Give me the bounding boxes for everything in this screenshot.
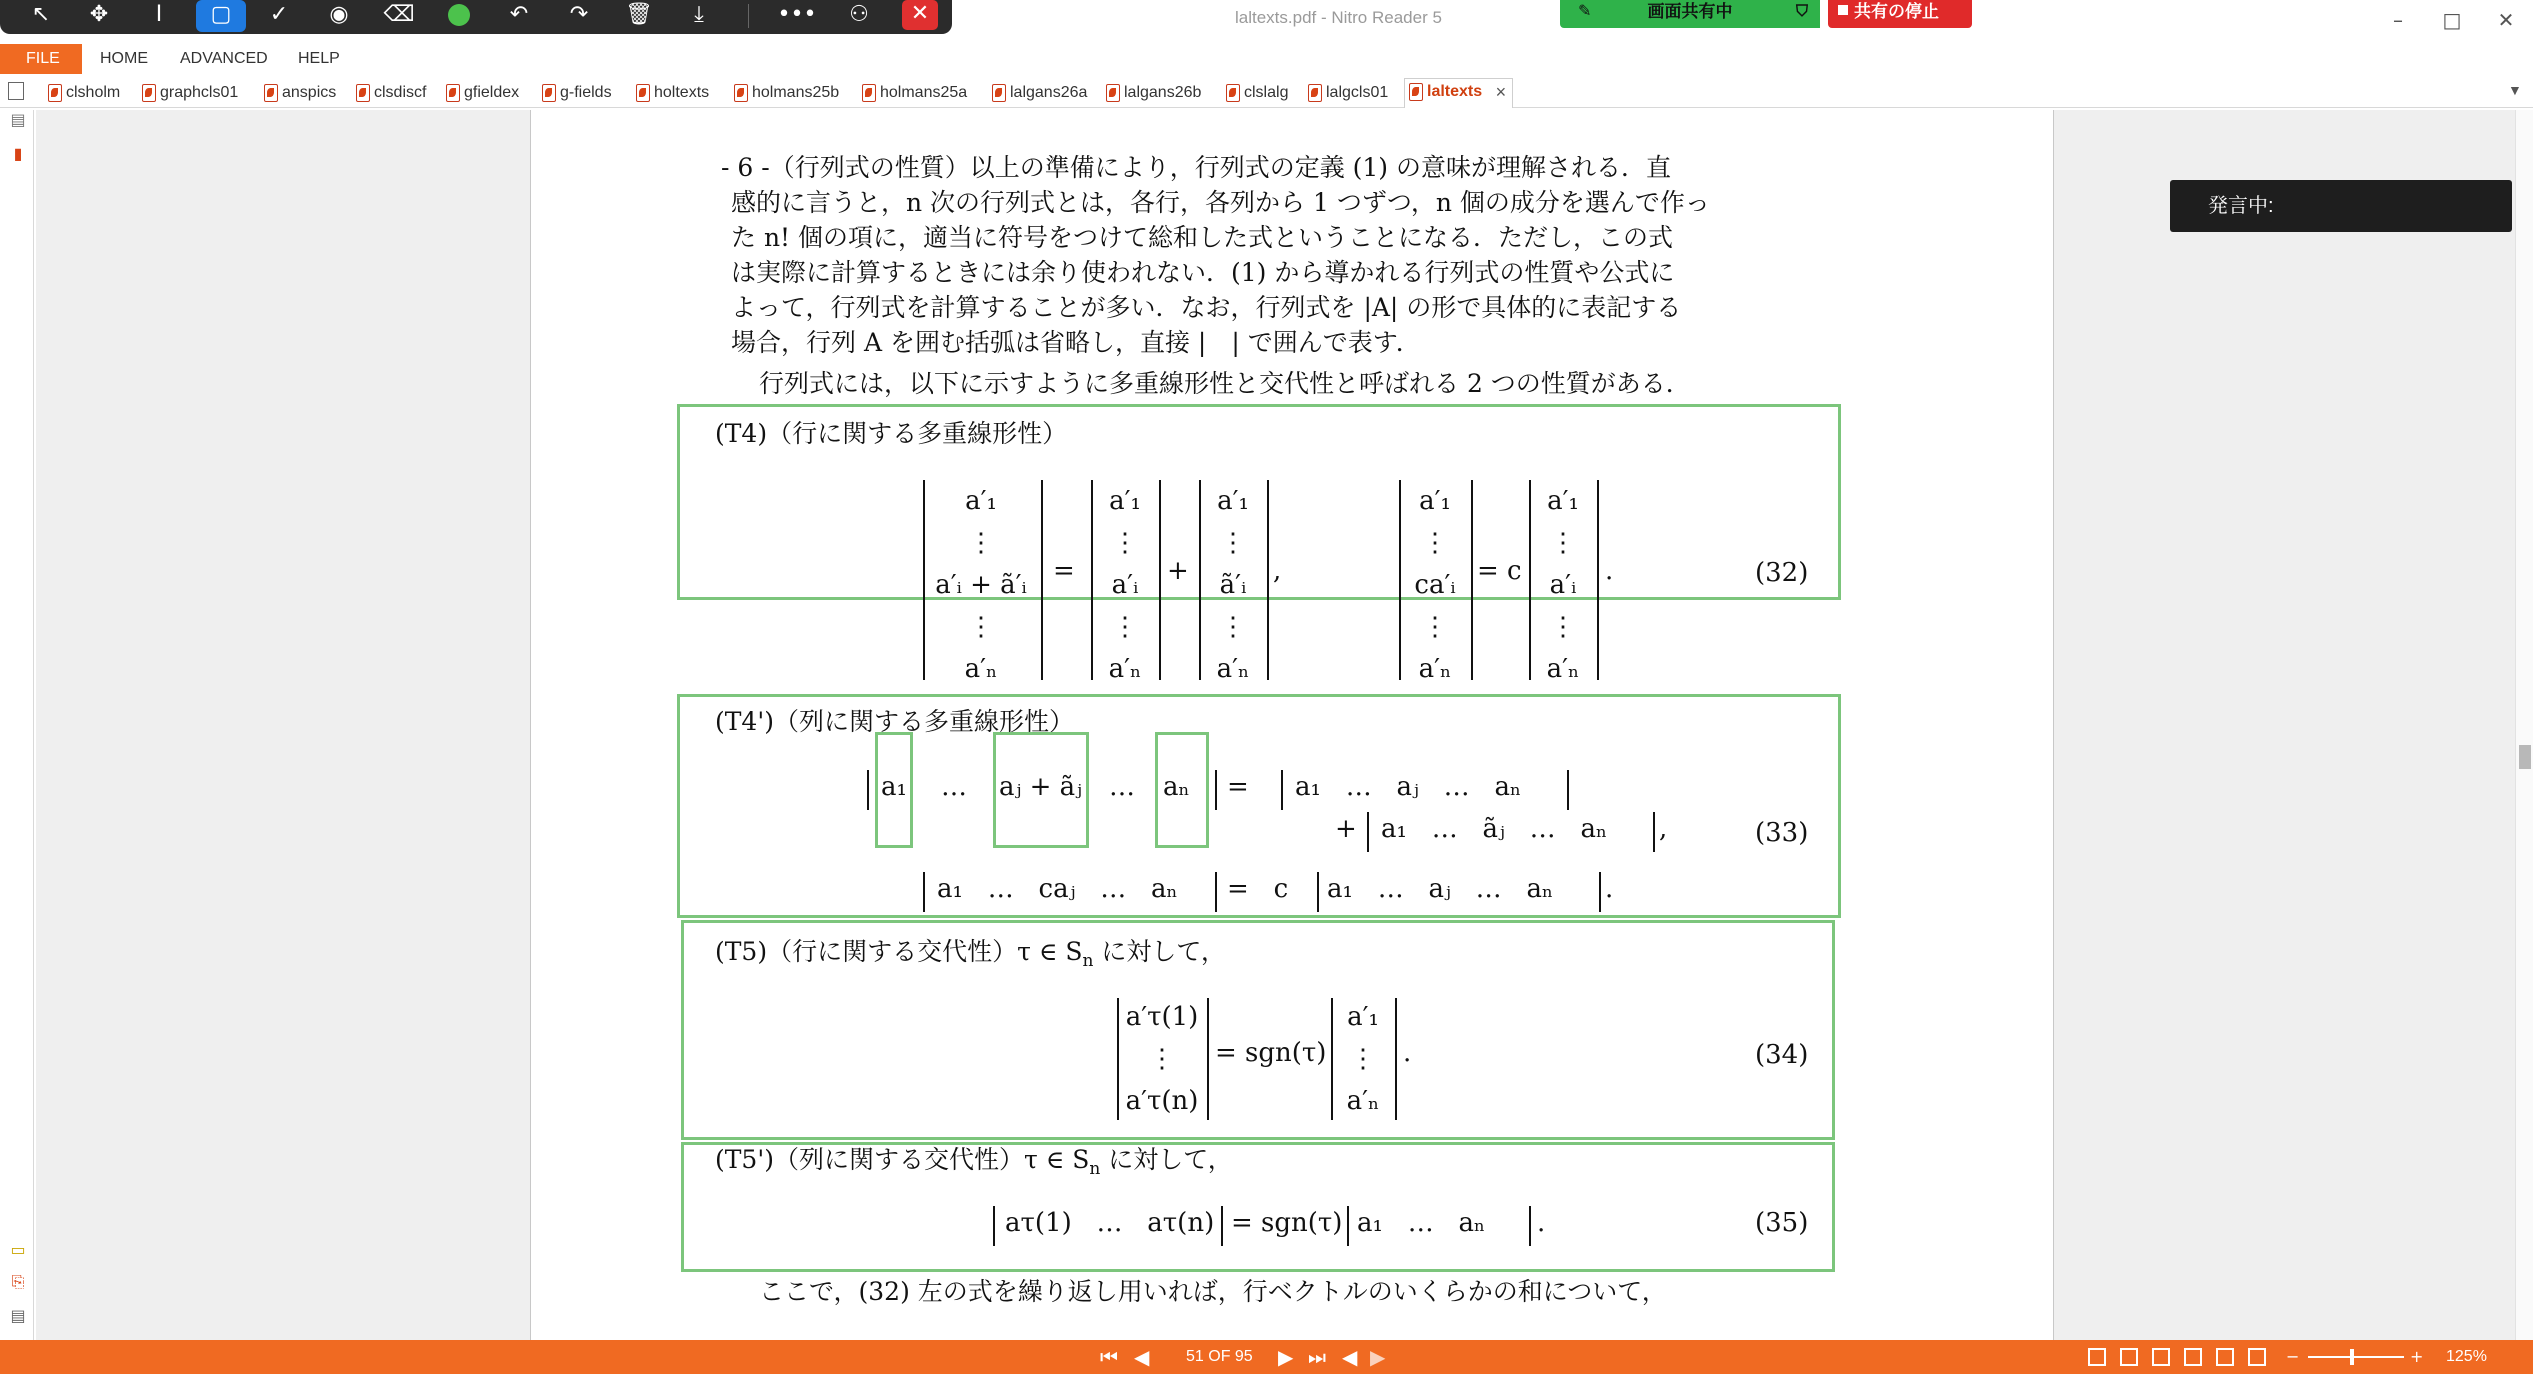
determinant-bar — [1159, 480, 1161, 680]
pdf-file-icon — [48, 84, 62, 102]
tab-holtexts[interactable] — [632, 80, 709, 106]
matrix-entry: ⋮ — [1422, 612, 1448, 642]
determinant-column — [1097, 480, 1153, 690]
matrix-entry: a′ₙ — [1108, 654, 1142, 684]
menu-bar — [0, 44, 2533, 74]
tab-label: clslalg — [1244, 84, 1289, 101]
tab-label: laltexts — [1427, 83, 1483, 100]
pdf-file-icon — [734, 84, 748, 102]
previous-view-icon[interactable]: ◀ — [1342, 1345, 1358, 1369]
pointer-icon[interactable]: ↖ — [31, 2, 51, 27]
determinant-bar — [1317, 872, 1319, 912]
bookmark-icon[interactable]: ▮ — [13, 146, 23, 163]
plus-sign: + — [1335, 814, 1357, 844]
matrix-entry: a₁ — [881, 772, 907, 802]
determinant-bar — [993, 1206, 995, 1246]
comma: , — [1659, 814, 1668, 844]
facing-continuous-view-icon[interactable] — [2184, 1348, 2202, 1366]
determinant-bar — [1567, 770, 1569, 810]
pin-icon[interactable]: ✎ — [1578, 3, 1592, 20]
matrix-entry: ⋮ — [1149, 1044, 1175, 1074]
window-title: laltexts.pdf - Nitro Reader 5 — [1235, 8, 1442, 27]
determinant-bar — [1529, 480, 1531, 680]
matrix-entry: ã′ᵢ — [1219, 570, 1247, 600]
tab-label: holmans25a — [880, 84, 968, 101]
determinant-bar — [1199, 480, 1201, 680]
pdf-page — [530, 110, 2054, 1340]
scrollbar-thumb[interactable] — [2519, 745, 2531, 769]
pdf-file-icon — [356, 84, 370, 102]
speaking-indicator: 発言中: — [2170, 180, 2512, 232]
determinant-bar — [1117, 998, 1119, 1120]
determinant-bar — [1529, 1206, 1531, 1246]
undo-icon[interactable]: ↶ — [509, 2, 529, 27]
determinant-bar — [1653, 812, 1655, 852]
tab-label: gfieldex — [464, 84, 520, 101]
tab-holmans25a[interactable] — [858, 80, 967, 106]
determinant-column — [1205, 480, 1261, 690]
page-indicator[interactable]: 51 OF 95 — [1186, 1348, 1253, 1365]
document-viewport[interactable] — [36, 110, 2515, 1340]
tab-lalgans26a[interactable] — [988, 80, 1087, 106]
tab-lalgcls01[interactable] — [1304, 80, 1388, 106]
determinant-bar — [923, 480, 925, 680]
matrix-entry: ⋮ — [1220, 612, 1246, 642]
sharing-status-label: 画面共有中 — [1647, 2, 1733, 21]
screen-share-bar — [1560, 0, 1972, 28]
page-icon[interactable] — [8, 82, 24, 100]
determinant-bar — [867, 770, 869, 810]
next-page-icon[interactable]: ▶ — [1278, 1345, 1294, 1369]
equals-sign: = — [1227, 772, 1249, 802]
determinant-bar — [1471, 480, 1473, 680]
matrix-entry: a′ₙ — [1546, 654, 1580, 684]
subscript: n — [1089, 1159, 1101, 1179]
plus-sign: + — [1167, 556, 1189, 586]
determinant-bar — [1597, 480, 1599, 680]
equation-number-35: (35) — [1755, 1208, 1809, 1238]
fit-page-icon[interactable] — [2248, 1348, 2266, 1366]
equation-number-34: (34) — [1755, 1040, 1809, 1070]
matrix-entry: a′τ(1) — [1125, 1002, 1199, 1032]
tab-label: anspics — [282, 84, 337, 101]
matrix-entry: a′₁ — [1217, 486, 1249, 516]
pdf-file-icon — [1308, 84, 1322, 102]
section-label-t5-prime — [715, 1140, 1233, 1179]
paragraph-line: 行列式には，以下に示すように多重線形性と交代性と呼ばれる 2 つの性質がある． — [759, 369, 1691, 398]
pdf-file-icon — [636, 84, 650, 102]
matrix-entry: ⋮ — [1550, 528, 1576, 558]
comment-icon[interactable]: ▭ — [10, 1242, 26, 1259]
period: . — [1605, 556, 1614, 586]
tab-label: lalgcls01 — [1326, 84, 1389, 101]
matrix-entry: ⋮ — [1350, 1044, 1376, 1074]
vertical-scrollbar[interactable] — [2515, 110, 2533, 1340]
matrix-entry: a′τ(n) — [1125, 1086, 1199, 1116]
zoom-out-button[interactable]: − — [2286, 1347, 2300, 1366]
pdf-file-icon — [1409, 83, 1423, 101]
tab-close-button[interactable]: × — [1495, 82, 1507, 102]
section-label-t4-prime: (T4')（列に関する多重線形性） — [715, 707, 1074, 736]
tab-label: lalgans26b — [1124, 84, 1202, 101]
matrix-entry: a′ₙ — [1346, 1086, 1380, 1116]
equals-sgn-tau: = sgn(τ) — [1231, 1208, 1343, 1238]
matrix-entry: a′ₙ — [1216, 654, 1250, 684]
section-label-tail: に対して， — [1100, 1145, 1233, 1174]
more-icon[interactable]: ••• — [777, 2, 817, 27]
tab-label: clsholm — [66, 84, 121, 101]
user-share-icon[interactable]: ⚇ — [849, 2, 869, 27]
determinant-row: a₁ … caⱼ … aₙ — [937, 874, 1178, 904]
pdf-file-icon — [1226, 84, 1240, 102]
matrix-entry: a′ᵢ — [1549, 570, 1577, 600]
tab-clsdiscf[interactable] — [352, 80, 426, 106]
determinant-column — [1535, 480, 1591, 690]
tab-g-fields[interactable] — [538, 80, 612, 106]
determinant-bar — [923, 872, 925, 912]
sharing-status — [1560, 0, 1820, 28]
pdf-file-icon — [862, 84, 876, 102]
tab-clslalg[interactable] — [1222, 80, 1288, 106]
check-icon[interactable]: ✓ — [269, 2, 289, 27]
matrix-entry: ⋮ — [1422, 528, 1448, 558]
pdf-file-icon — [992, 84, 1006, 102]
matrix-entry: ⋮ — [968, 528, 994, 558]
matrix-entry: a′₁ — [965, 486, 997, 516]
period: . — [1403, 1038, 1412, 1068]
tab-laltexts[interactable] — [1404, 78, 1513, 108]
matrix-entry: ⋮ — [1112, 528, 1138, 558]
matrix-entry: ⋮ — [1550, 612, 1576, 642]
eraser-icon[interactable]: ⌫ — [383, 2, 415, 27]
document-tab-bar — [0, 76, 2533, 108]
zoom-slider[interactable] — [2308, 1356, 2404, 1358]
section-label-t4: (T4)（行に関する多重線形性） — [715, 419, 1068, 448]
continuous-view-icon[interactable] — [2120, 1348, 2138, 1366]
determinant-column — [1405, 480, 1465, 690]
matrix-entry: a′₁ — [1347, 1002, 1379, 1032]
determinant-bar — [1347, 1206, 1349, 1246]
determinant-row: a₁ … aⱼ … aₙ — [1295, 772, 1522, 802]
matrix-entry: ca′ᵢ — [1414, 570, 1456, 600]
shield-icon: ⛉ — [1795, 3, 1808, 20]
redo-icon[interactable]: ↷ — [569, 2, 589, 27]
previous-page-icon[interactable]: ◀ — [1134, 1345, 1150, 1369]
layers-icon[interactable]: ▤ — [10, 1308, 26, 1325]
matrix-entry: aⱼ + ãⱼ — [999, 772, 1083, 802]
minimize-button[interactable]: – — [2393, 8, 2403, 32]
pdf-file-icon — [264, 84, 278, 102]
single-page-view-icon[interactable] — [2088, 1348, 2106, 1366]
menu-help[interactable]: HELP — [298, 50, 340, 67]
tab-label: g-fields — [560, 84, 612, 101]
determinant-row: a₁ … ãⱼ … aₙ — [1381, 814, 1608, 844]
determinant-bar — [1599, 872, 1601, 912]
determinant-bar — [1215, 872, 1217, 912]
matrix-entry: ⋮ — [1112, 612, 1138, 642]
matrix-entry: a′ₙ — [964, 654, 998, 684]
pdf-file-icon — [446, 84, 460, 102]
color-dot-icon[interactable] — [434, 0, 484, 34]
determinant-bar — [1215, 770, 1217, 810]
menu-advanced[interactable]: ADVANCED — [180, 50, 268, 67]
close-icon[interactable]: ✕ — [902, 0, 938, 30]
tab-clsholm[interactable] — [44, 80, 120, 106]
matrix-entry: a′₁ — [1109, 486, 1141, 516]
matrix-entry: ⋮ — [968, 612, 994, 642]
zoom-slider-thumb[interactable] — [2350, 1349, 2354, 1365]
matrix-entry: a′ᵢ + ã′ᵢ — [935, 570, 1027, 600]
determinant-bar — [1399, 480, 1401, 680]
equation-number-33: (33) — [1755, 818, 1809, 848]
tab-label: holmans25b — [752, 84, 840, 101]
move-icon[interactable]: ✥ — [89, 2, 109, 27]
ellipsis: … — [1109, 772, 1135, 802]
download-icon[interactable]: ⤓ — [694, 2, 704, 27]
equals-c: = c — [1227, 874, 1289, 904]
ellipsis: … — [941, 772, 967, 802]
menu-file[interactable]: FILE — [0, 44, 82, 74]
tab-label: clsdiscf — [374, 84, 427, 101]
paragraph-line: ここで，(32) 左の式を繰り返し用いれば，行ベクトルのいくらかの和について， — [759, 1277, 1667, 1306]
equals-sign: = — [1053, 556, 1075, 586]
determinant-row: aτ(1) … aτ(n) — [1005, 1208, 1215, 1238]
stop-sharing-button[interactable] — [1828, 0, 1972, 28]
matrix-entry: aₙ — [1163, 772, 1190, 802]
first-page-icon[interactable]: ⏮ — [1100, 1345, 1118, 1369]
text-cursor-icon[interactable]: I — [155, 2, 163, 27]
paragraph-line: 感的に言うと，n 次の行列式とは，各行，各列から 1 つずつ，n 個の成分を選んで作っ — [731, 188, 1710, 217]
next-view-icon[interactable]: ▶ — [1370, 1345, 1386, 1369]
tab-graphcls01[interactable] — [138, 80, 238, 106]
tab-label: graphcls01 — [160, 84, 239, 101]
maximize-button[interactable]: □ — [2442, 8, 2462, 32]
comma: , — [1273, 556, 1282, 586]
page-thumbnails-icon[interactable]: ▤ — [10, 112, 26, 129]
determinant-row: a₁ … aⱼ … aₙ — [1327, 874, 1554, 904]
determinant-bar — [1207, 998, 1209, 1120]
determinant-column — [931, 480, 1031, 690]
annotation-toolbar — [0, 0, 952, 34]
pdf-file-icon — [542, 84, 556, 102]
stop-sharing-label: 共有の停止 — [1854, 2, 1939, 21]
determinant-bar — [1281, 770, 1283, 810]
left-rail — [0, 110, 34, 1340]
matrix-entry: a′₁ — [1419, 486, 1451, 516]
chevron-down-icon[interactable]: ▼ — [2508, 82, 2522, 98]
matrix-entry: a′ₙ — [1418, 654, 1452, 684]
section-label-tail: に対して， — [1093, 937, 1226, 966]
tab-label: holtexts — [654, 84, 710, 101]
determinant-bar — [1331, 998, 1333, 1120]
pdf-file-icon — [1106, 84, 1120, 102]
matrix-entry: ⋮ — [1220, 528, 1246, 558]
paragraph-line: は実際に計算するときには余り使われない．(1) から導かれる行列式の性質や公式に — [731, 258, 1675, 287]
trash-icon[interactable]: 🗑 — [625, 2, 653, 27]
matrix-entry: a′ᵢ — [1111, 570, 1139, 600]
paragraph-line: - 6 -（行列式の性質）以上の準備により，行列式の定義 (1) の意味が理解される．直 — [721, 153, 1672, 182]
stop-icon — [1838, 5, 1848, 15]
equals-c: = c — [1477, 556, 1522, 586]
close-window-button[interactable]: ✕ — [2497, 8, 2515, 32]
tab-holmans25b[interactable] — [730, 80, 839, 106]
subscript: n — [1082, 951, 1094, 971]
last-page-icon[interactable]: ⏭ — [1308, 1345, 1326, 1369]
facing-view-icon[interactable] — [2152, 1348, 2170, 1366]
determinant-column — [1125, 996, 1199, 1122]
determinant-row: a₁ … aₙ — [1357, 1208, 1486, 1238]
paragraph-line: た n! 個の項に，適当に符号をつけて総和した式ということになる．ただし，この式 — [731, 223, 1674, 252]
section-label-t5 — [715, 932, 1226, 971]
stamp-icon[interactable]: ◉ — [329, 2, 349, 27]
matrix-entry: a′₁ — [1547, 486, 1579, 516]
paragraph-line: 場合，行列 A を囲む括弧は省略し，直接 | | で囲んで表す． — [731, 328, 1421, 357]
tab-anspics[interactable] — [260, 80, 336, 106]
tab-label: lalgans26a — [1010, 84, 1088, 101]
period: . — [1537, 1208, 1546, 1238]
zoom-in-button[interactable]: + — [2410, 1347, 2424, 1366]
equals-sgn-tau: = sgn(τ) — [1215, 1038, 1327, 1068]
fit-width-icon[interactable] — [2216, 1348, 2234, 1366]
equation-number-32: (32) — [1755, 558, 1809, 588]
tab-gfieldex[interactable] — [442, 80, 519, 106]
period: . — [1605, 874, 1614, 904]
zoom-level[interactable]: 125% — [2446, 1348, 2487, 1365]
tab-lalgans26b[interactable] — [1102, 80, 1201, 106]
status-bar — [0, 1340, 2533, 1374]
determinant-column — [1337, 996, 1389, 1122]
section-label-text: (T5)（行に関する交代性）τ ∈ S — [715, 937, 1083, 966]
determinant-bar — [1395, 998, 1397, 1120]
attachments-icon[interactable]: ⎘ — [11, 1274, 25, 1291]
determinant-bar — [1367, 812, 1369, 852]
pdf-file-icon — [142, 84, 156, 102]
determinant-bar — [1041, 480, 1043, 680]
toolbar-separator — [748, 4, 749, 28]
section-label-text: (T5')（列に関する交代性）τ ∈ S — [715, 1145, 1090, 1174]
determinant-bar — [1221, 1206, 1223, 1246]
menu-home[interactable]: HOME — [100, 50, 148, 67]
determinant-bar — [1091, 480, 1093, 680]
rectangle-icon[interactable]: ▢ — [196, 0, 246, 32]
paragraph-line: よって，行列式を計算することが多い．なお，行列式を |A| の形で具体的に表記する — [731, 293, 1682, 322]
determinant-bar — [1267, 480, 1269, 680]
